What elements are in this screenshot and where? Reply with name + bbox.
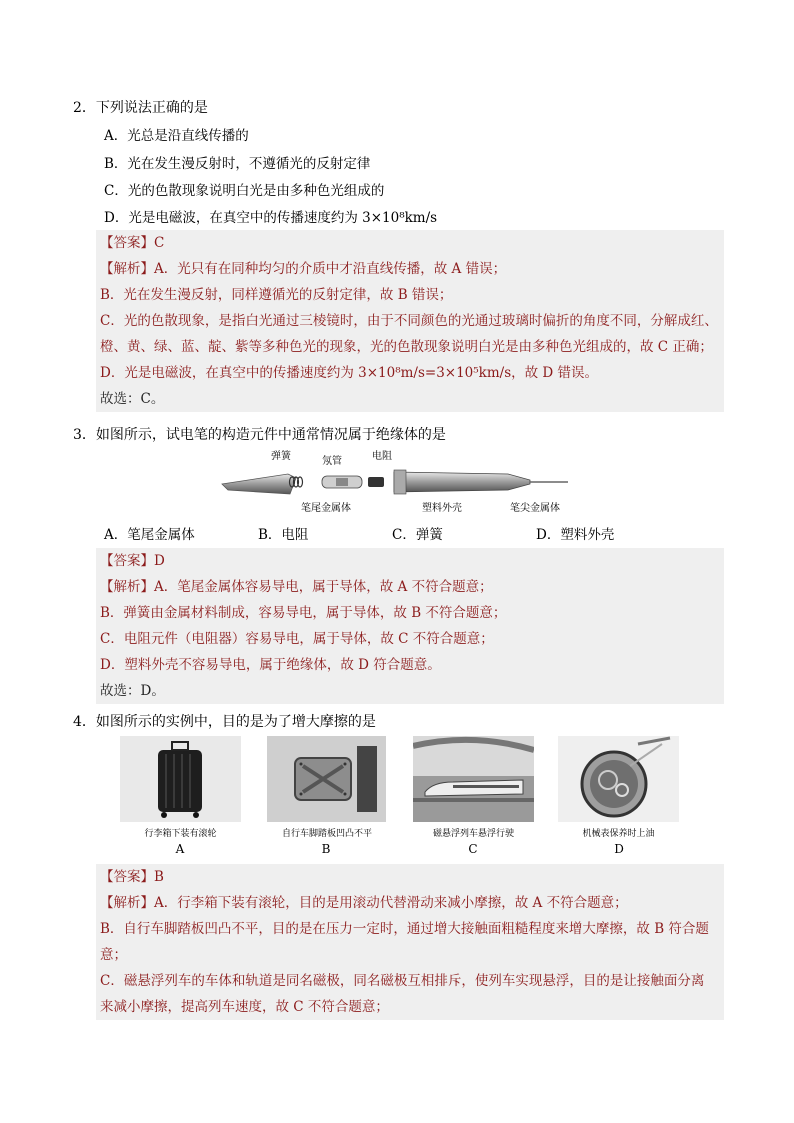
q2-option-a: A．光总是沿直线传播的: [104, 128, 249, 144]
question-3-stem: 3．如图所示，试电笔的构造元件中通常情况属于绝缘体的是: [73, 427, 446, 443]
letter-a: A: [175, 842, 185, 856]
image-mechanical-watch: [558, 736, 679, 822]
q3-analysis-line: D．塑料外壳不容易导电，属于绝缘体，故 D 符合题意。: [100, 657, 441, 673]
q3-answer-block: [96, 548, 724, 704]
q3-conclusion: 故选：D。: [100, 683, 165, 699]
q3-option-c: C．弹簧: [392, 527, 443, 543]
q2-analysis-line: B．光在发生漫反射，同样遵循光的反射定律，故 B 错误；: [100, 287, 453, 303]
q3-analysis-line: B．弹簧由金属材料制成，容易导电，属于导体，故 B 不符合题意；: [100, 605, 507, 621]
q3-option-a: A．笔尾金属体: [104, 527, 195, 543]
image-bicycle-pedal: [267, 736, 386, 822]
pen-label-plastic: 塑料外壳: [422, 503, 462, 514]
q3-answer: 【答案】D: [100, 553, 165, 569]
q2-analysis-line: 橙、黄、绿、蓝、靛、紫等多种色光的现象，光的色散现象说明白光是由多种色光组成的，故 C 正确；: [100, 339, 713, 355]
q3-option-b: B．电阻: [258, 527, 309, 543]
q2-answer-block: [96, 230, 724, 412]
caption-c: 磁悬浮列车悬浮行驶: [432, 829, 514, 839]
q3-option-d: D．塑料外壳: [536, 527, 615, 543]
question-2-stem: 2．下列说法正确的是: [73, 100, 208, 116]
pen-label-tail-metal: 笔尾金属体: [301, 503, 351, 514]
image-maglev-train: [413, 736, 534, 822]
q2-analysis-line: D．光是电磁波，在真空中的传播速度约为 3×10⁸m/s=3×10⁵km/s，故 D 错误。: [100, 365, 599, 381]
q4-analysis-line: C．磁悬浮列车的车体和轨道是同名磁极，同名磁极互相排斥，使列车实现悬浮，目的是让接触面分离: [100, 973, 705, 989]
q3-analysis-line: C．电阻元件（电阻器）容易导电，属于导体，故 C 不符合题意；: [100, 631, 494, 647]
q4-analysis-line: 来减小摩擦，提高列车速度，故 C 不符合题意；: [100, 999, 389, 1015]
q4-analysis-line: 意；: [100, 947, 127, 963]
q4-answer: 【答案】B: [100, 869, 164, 885]
q4-analysis-line: B．自行车脚踏板凹凸不平，目的是在压力一定时，通过增大接触面粗糙程度来增大摩擦，故 B 符合题: [100, 921, 709, 937]
caption-d: 机械表保养时上油: [582, 829, 655, 839]
q2-analysis-line: 【解析】A．光只有在同种均匀的介质中才沿直线传播，故 A 错误；: [100, 261, 507, 277]
letter-d: D: [614, 842, 624, 856]
q2-analysis-line: C．光的色散现象，是指白光通过三棱镜时，由于不同颜色的光通过玻璃时偏折的角度不同，分解成红、: [100, 313, 718, 329]
question-4-stem: 4．如图所示的实例中，目的是为了增大摩擦的是: [73, 714, 376, 730]
letter-b: B: [321, 842, 331, 856]
q4-answer-block: [96, 864, 724, 1020]
pen-label-spring: 弹簧: [271, 451, 291, 462]
pen-label-tip-metal: 笔尖金属体: [510, 503, 560, 514]
q4-analysis-line: 【解析】A．行李箱下装有滚轮，目的是用滚动代替滑动来减小摩擦，故 A 不符合题意；: [100, 895, 628, 911]
q2-option-d: D．光是电磁波，在真空中的传播速度约为 3×10⁸km/s: [104, 210, 438, 226]
q2-answer: 【答案】C: [100, 235, 165, 251]
pen-label-neon: 氖管: [322, 456, 342, 467]
q2-conclusion: 故选：C。: [100, 391, 165, 407]
q3-analysis-line: 【解析】A．笔尾金属体容易导电，属于导体，故 A 不符合题意；: [100, 579, 493, 595]
caption-a: 行李箱下装有滚轮: [144, 829, 217, 839]
pen-label-resistor: 电阻: [372, 451, 392, 462]
letter-c: C: [468, 842, 478, 856]
image-suitcase: [120, 736, 241, 822]
caption-b: 自行车脚踏板凹凸不平: [281, 829, 372, 839]
q2-option-c: C．光的色散现象说明白光是由多种色光组成的: [104, 183, 385, 199]
q2-option-b: B．光在发生漫反射时，不遵循光的反射定律: [104, 156, 371, 172]
